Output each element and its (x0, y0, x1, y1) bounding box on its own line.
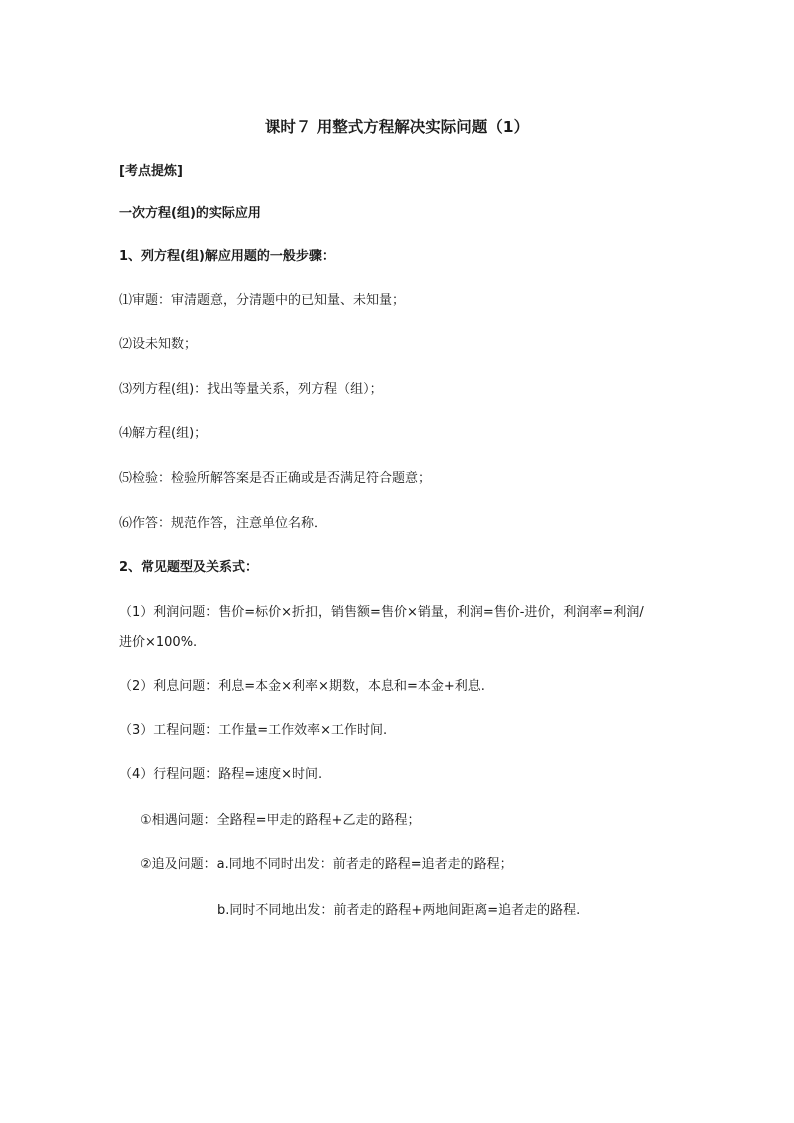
step-item: ⑵设未知数； (119, 337, 198, 352)
step-item: ⑹作答：规范作答，注意单位名称． (119, 516, 328, 531)
section-label: [考点提炼] (119, 164, 183, 179)
step-item: ⑶列方程(组)：找出等量关系，列方程（组）； (119, 382, 383, 397)
meeting-line: ①相遇问题：全路程=甲走的路程+乙走的路程； (140, 813, 421, 828)
step-item: ⑴审题：审清题意，分清题中的已知量、未知量； (119, 293, 406, 308)
step-item: ⑸检验：检验所解答案是否正确或是否满足符合题意； (119, 471, 432, 486)
chase-line-b: b.同时不同地出发：前者走的路程+两地间距离=追者走的路程. (217, 903, 581, 918)
steps-heading: 1、列方程(组)解应用题的一般步骤： (119, 249, 335, 264)
engineering-line: （3）工程问题：工作量=工作效率×工作时间. (119, 723, 388, 738)
step-item: ⑷解方程(组)； (119, 426, 208, 441)
types-heading: 2、常见题型及关系式： (119, 560, 259, 575)
page-title: 课时７ 用整式方程解决实际问题（1） (264, 118, 530, 136)
chase-line-a: ②追及问题：a.同地不同时出发：前者走的路程=追者走的路程； (140, 857, 513, 872)
interest-line: （2）利息问题：利息=本金×利率×期数，本息和=本金+利息. (119, 679, 485, 694)
topic-heading: 一次方程(组)的实际应用 (119, 206, 261, 221)
profit-line: （1）利润问题：售价=标价×折扣，销售额=售价×销量，利润=售价-进价，利润率=利润/ (119, 605, 644, 620)
profit-line-cont: 进价×100%. (119, 635, 198, 650)
travel-line: （4）行程问题：路程=速度×时间. (119, 767, 323, 782)
